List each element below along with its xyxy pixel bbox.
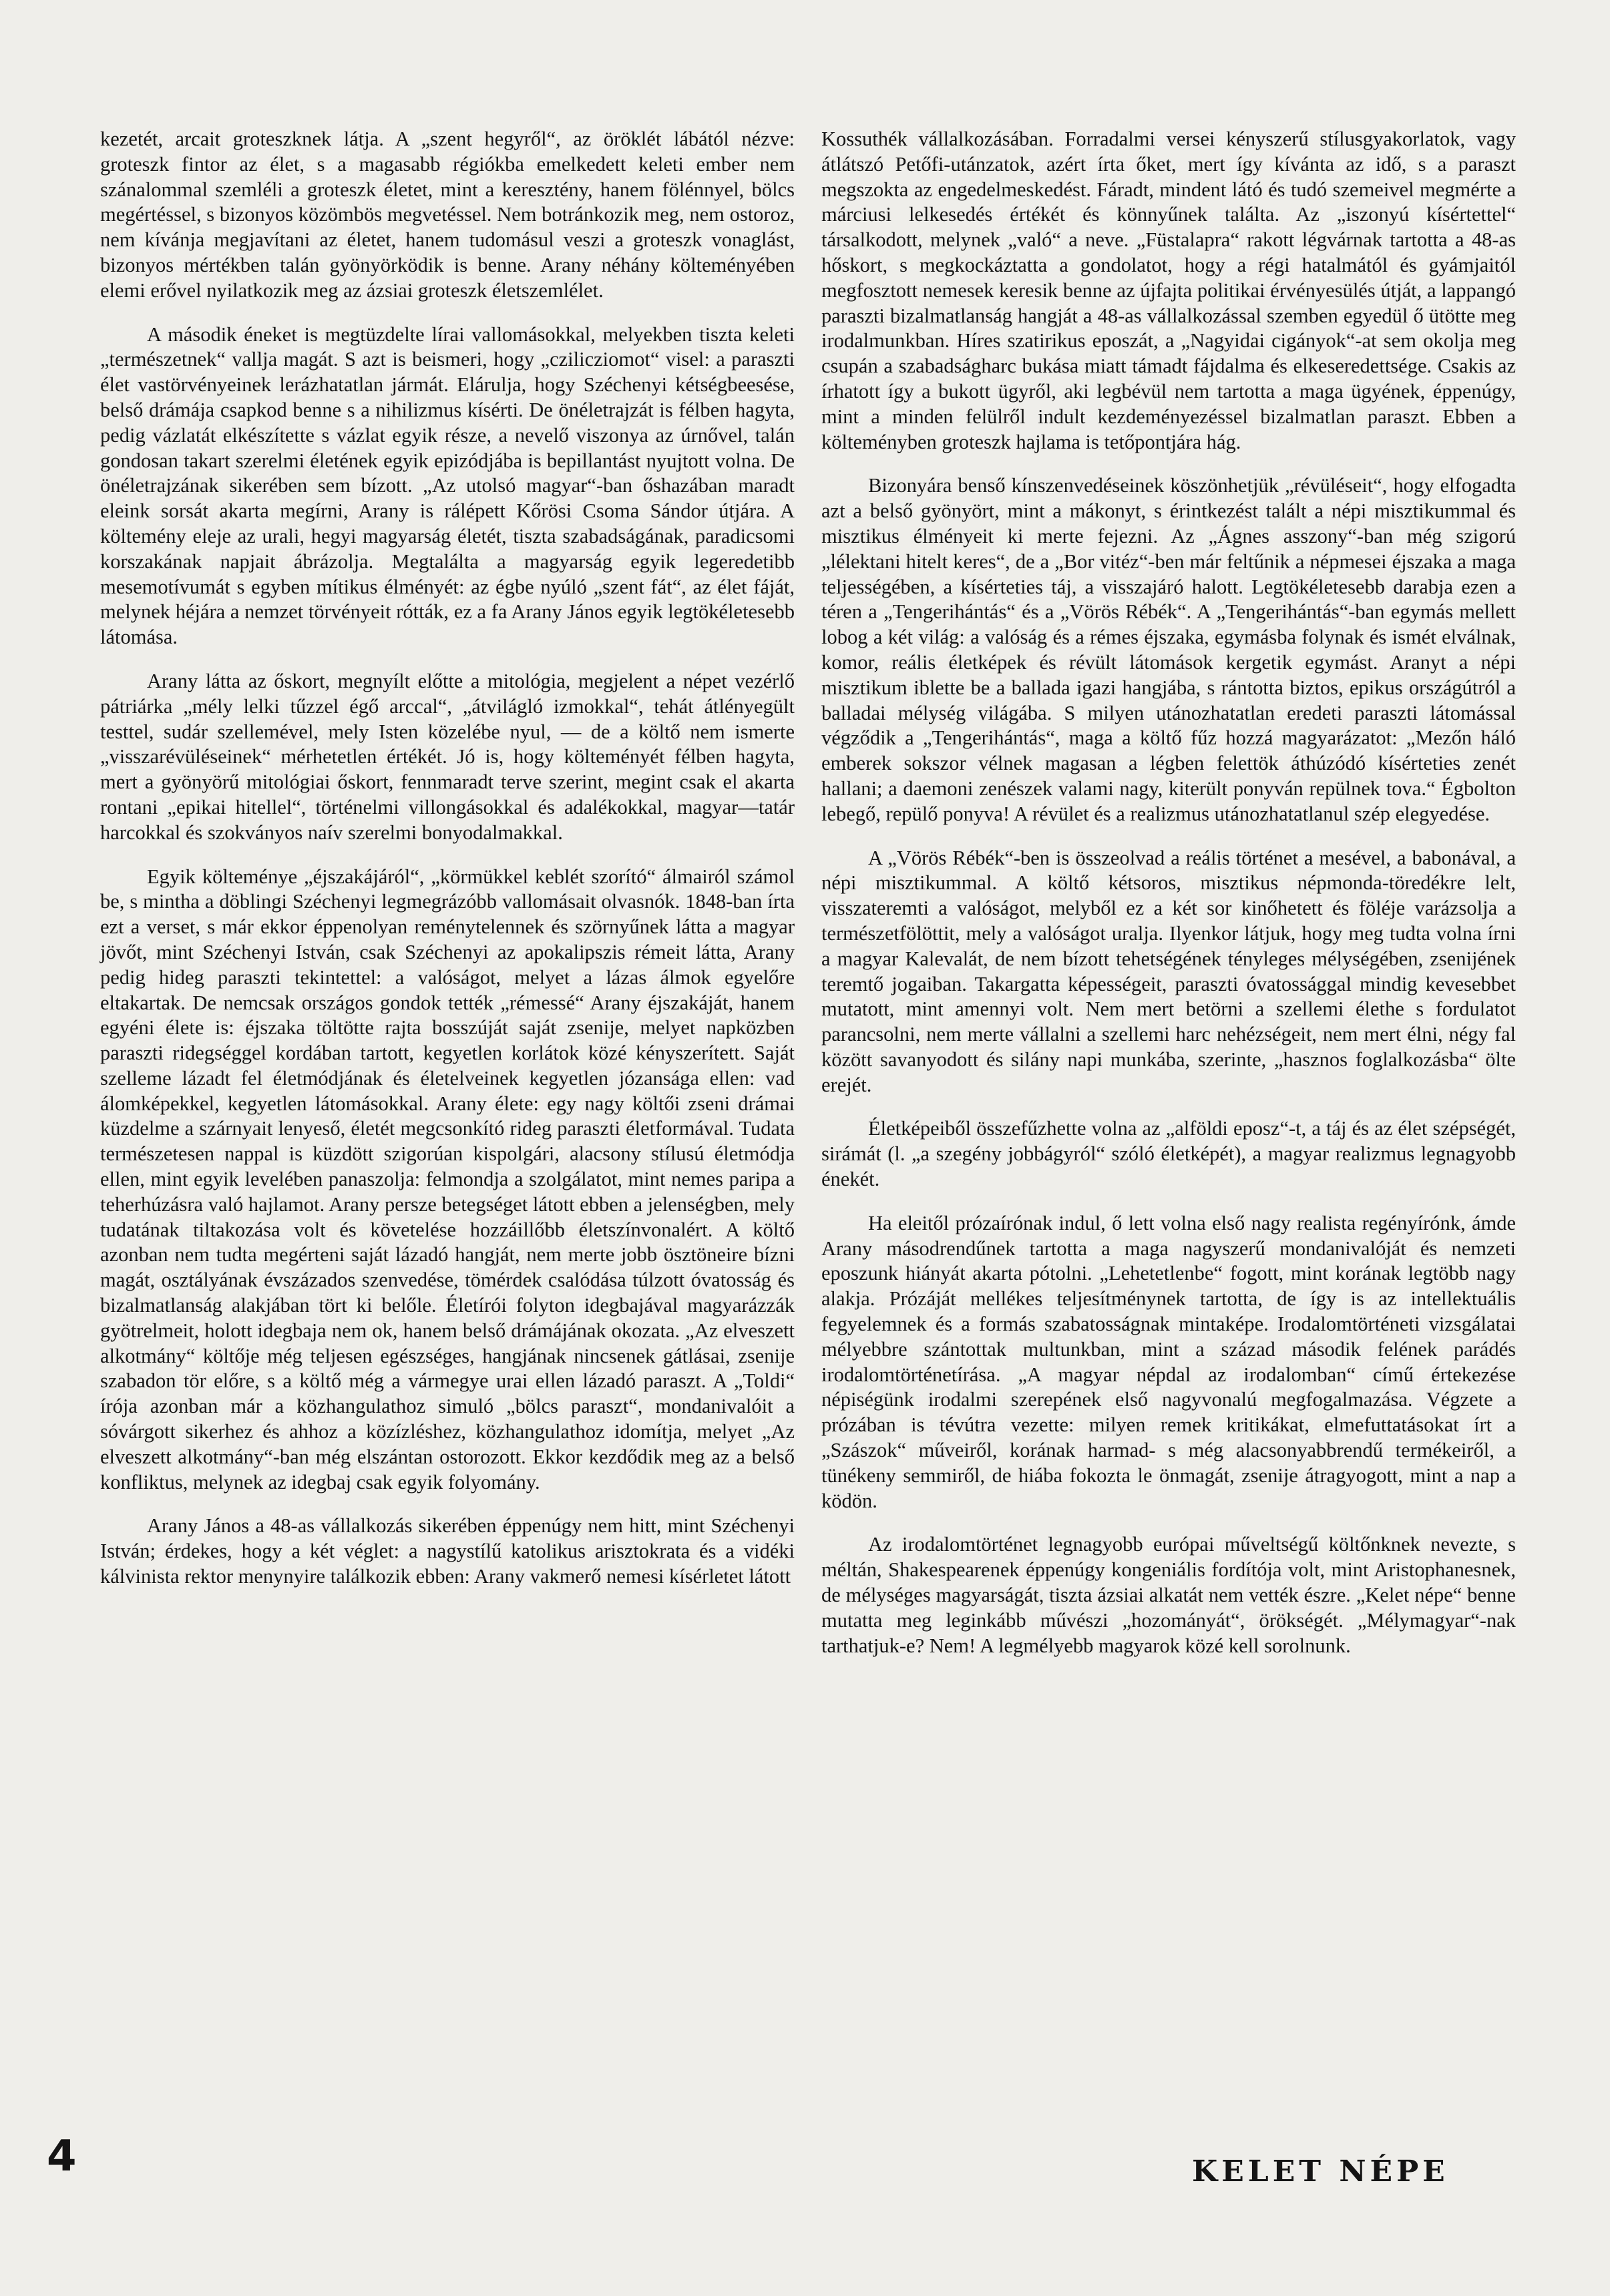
paragraph: Életképeiből összefűzhette volna az „alföldi eposz“-t, a táj és az élet szépségét, sirámát (l. „a szegény jobbágyról“ szóló életképét), a magyar realizmus legnagyobb énekét. [821, 1117, 1516, 1191]
left-text-column [100, 127, 795, 1608]
paragraph: Ha eleitől prózaírónak indul, ő lett volna első nagy realista regényírónk, ámde Arany másodrendűnek tartotta a maga nagyszerű mondanivalóját és nemzeti eposzunk hiányát akarta pótolni. „Lehetetlenbe“ fogott, mint korának legtöbb nagy alakja. Prózáját mellékes teljesítménynek tartotta, de így is az intellektuális fegyelemnek és a formás szabatosságnak mintaképe. Irodalomtörténeti vizsgálatai mélyebbre szántottak multunkban, mint a század második felének parádés irodalomtörténetírása. „A magyar népdal az irodalomban“ című értekezése népiségünk irodalmi szerepének első nagyvonalú megfogalmazása. Végzete a prózában is tévútra vezette: milyen remek kritikákat, elmefuttatásokat írt a „Szászok“ műveiről, korának harmad- s még alacsonyabbrendű termékeiről, a tünékeny semmiről, de hiába fokozta le önmagát, zsenije átragyogott, mint a nap a ködön. [821, 1211, 1516, 1512]
paragraph: Az irodalomtörténet legnagyobb európai műveltségű költőnknek nevezte, s méltán, Shakespearenek éppenúgy kongeniális fordítója volt, mint Aristophanesnek, de mélységes magyarságát, tiszta ázsiai alkatát nem vették észre. „Kelet népe“ benne mutatta meg leginkább művészi „hozományát“, örökségét. „Mélymagyar“-nak tarthatjuk-e? Nem! A legmélyebb magyarok közé kell sorolnunk. [821, 1533, 1516, 1657]
paragraph: A „Vörös Rébék“-ben is összeolvad a reális történet a mesével, a babonával, a népi misztikummal. A költő kétsoros, misztikus népmonda-töredékre lelt, visszateremti a valóságot, melyből ez a két sor kinőhetett és föléje varázsolja a természetfölöttit, mely a valóságot uralja. Ilyenkor látjuk, hogy meg tudta volna írni a magyar Kalevalát, de nem bízott tehetségének tényleges mélységében, zsenijének teremtő jogaiban. Takargatta képességeit, paraszti óvatossággal mindig kevesebbet mutatott, mint amennyi volt. Nem mert betörni a szellemi élethe s fordulatot parancsolni, nem merte vállalni a szellemi harc nehézségeit, nem mert élni, négy fal között savanyodott és silány napi munkába, szerinte, „hasznos foglalkozásba“ ölte erejét. [821, 846, 1516, 1096]
paragraph: A második éneket is megtüzdelte lírai vallomásokkal, melyekben tiszta keleti „természetnek“ vallja magát. S azt is beismeri, hogy „czilicziomot“ visel: a paraszti élet vastörvényeinek lerázhatatlan jármát. Elárulja, hogy Széchenyi kétségbeesése, belső drámája csapkod benne s a nihilizmus kísérti. De önéletrajzát is félben hagyta, pedig vázlatát elkészítette s vázlat egyik része, a nevelő viszonya az úrnővel, talán gondosan takart szerelmi életének egyik epizódjába is bepillantást nyujtott volna. De önéletrajzának sikerében sem bízott. „Az utolsó magyar“-ban őshazában maradt eleink sorsát akarta megírni, Arany is rálépett Kőrösi Csoma Sándor útjára. A költemény eleje az urali, hegyi magyarság életét, tiszta szabadságának, paradicsomi korszakának napjait ábrázolja. Megtalálta a magyarság egyik legeredetibb mesemotívumát s egyben mítikus élményét: az égbe nyúló „szent fát“, az élet fáját, melynek héjára a nemzet törvényeit rótták, ez a fa Arany János egyik legtökéletesebb látomása. [100, 322, 795, 649]
paragraph: Bizonyára benső kínszenvedéseinek köszönhetjük „révüléseit“, hogy elfogadta azt a belső gyönyört, mint a mákonyt, s érintkezést talált a népi misztikummal és misztikus élményeit ki merte fejezni. Az „Ágnes asszony“-ban még szigorú „lélektani hitelt keres“, de a „Bor vitéz“-ben már feltűnik a népmesei éjszaka a maga teljességében, a kísérteties táj, a visszajáró halott. Legtökéletesebb darabja ezen a téren a „Tengerihántás“ és a „Vörös Rébék“. A „Tengerihántás“-ban egymás mellett lobog a két világ: a valóság és a rémes éjszaka, egymásba folynak és ismét elválnak, komor, reális életképek és révült látomások kergetik egymást. Aranyt a népi misztikum iblette be a ballada igazi hangjába, s rántotta biztos, epikus országútról a balladai mélység világába. S milyen utánozhatatlan eredeti paraszti látomással végződik a „Tengerihántás“, maga a költő fűz hozzá magyarázatot: „Mezőn háló emberek sokszor vélnek magasan a légben felettök áthúzódó kísérteties zenét hallani; a daemoni zenészek valami nagy, kiterült ponyván repülnek tova.“ Égbolton lebegő, repülő ponyva! A révület és a realizmus utánozhatatlanul szép elegyedése. [821, 474, 1516, 825]
right-text-column [821, 127, 1516, 1677]
paragraph: Arany János a 48-as vállalkozás sikerében éppenúgy nem hitt, mint Széchenyi István; érdekes, hogy a két véglet: a nagystílű katolikus arisztokrata és a vidéki kálvinista rektor menynyire találkozik ebben: Arany vakmerő nemesi kísérletet látott [100, 1514, 795, 1588]
paragraph: Kossuthék vállalkozásában. Forradalmi versei kényszerű stílusgyakorlatok, vagy átlátszó Petőfi-utánzatok, azért írta őket, mert így kívánta az idő, s a paraszt megszokta az engedelmeskedést. Fáradt, mindent látó és tudó szemeivel megmérte a márciusi lelkesedés értékét és könnyűnek találta. Az „iszonyú kísértettel“ társalkodott, melynek „való“ a neve. „Füstalapra“ rakott légvárnak tartotta a 48-as hőskort, s megkockáztatta a gondolatot, hogy a régi hatalmától és gyámjaitól megfosztott nemesek keresik benne az újfajta politikai érvényesülés útját, a lappangó paraszti bizalmatlanság hangját a 48-as vállalkozással szemben egyedül ő ütötte meg irodalmunkban. Híres szatirikus eposzát, a „Nagyidai cigányok“-at sem okolja meg csupán a szabadságharc bukása miatt támadt fájdalma és elkeseredettsége. Csakis az írhatott így a bukott ügyről, aki legbévül nem tartotta a maga ügyének, éppenúgy, mint a minden felülről indult kezdeményezéssel bizalmatlan paraszt. Ebben a költeményben groteszk hajlama is tetőpontjára hág. [821, 128, 1516, 453]
page-number: 4 [47, 2132, 77, 2181]
paragraph: Arany látta az őskort, megnyílt előtte a mitológia, megjelent a népet vezérlő pátriárka „mély lelki tűzzel égő arccal“, „átvilágló izmokkal“, tehát átlényegült testtel, sudár szellemével, mely Isten közelébe nyul, — de a költő nem ismerte „visszarévüléseinek“ mérhetetlen értékét. Jó is, hogy költeményét félben hagyta, mert a gyönyörű mitológiai őskort, fennmaradt terve szerint, megint csak el akarta rontani „epikai hitellel“, történelmi villongásokkal és adalékokkal, magyar—tatár harcokkal és szokványos naív szerelmi bonyodalmakkal. [100, 669, 795, 844]
paragraph: Egyik költeménye „éjszakájáról“, „körmükkel keblét szorító“ álmairól számol be, s mintha a döblingi Széchenyi legmegrázóbb vallomásait olvasnók. 1848-ban írta ezt a verset, s már ekkor éppenolyan reménytelennek és szörnyűnek látta a magyar jövőt, mint Széchenyi István, csak Széchenyi az apokalipszis rémeit látta, Arany pedig hideg paraszti tekintettel: a valóságot, melyet a lázas álmok egyelőre eltakartak. De nemcsak országos gondok tették „rémessé“ Arany éjszakáját, hanem egyéni élete is: éjszaka töltötte rajta bosszúját saját zsenije, melyet napközben paraszti ridegséggel kordában tartott, kegyetlen korlátok közé kényszerített. Saját szelleme lázadt fel életmódjának és életelveinek kegyetlen józansága ellen: vad álomképekkel, kegyetlen látomásokkal. Arany élete: egy nagy költői zseni drámai küzdelme a szárnyait lenyeső, életét megcsonkító rideg paraszti életformával. Tudata természetesen nappal is küzdött szigorúan kispolgári, alacsony stílusú életmódja ellen, mint egyik levelében panaszolja: felmondja a szolgálatot, mint nemes paripa a teherhúzásra való hajlamot. Arany persze betegséget látott ebben a jelenségben, mely tudatának tiltakozása volt és követelése hozzáillőbb életszínvonalért. A költő azonban nem tudta megérteni saját lázadó hangját, nem merte jobb ösztöneire bízni magát, osztályának évszázados szenvedése, tömérdek csalódása túlzott óvatosság és bizalmatlanság alakjában tört ki belőle. Életírói folyton idegbajával magyarázzák gyötrelmeit, holott idegbaja nem ok, hanem belső drámájának okozata. „Az elveszett alkotmány“ költője még teljesen egészséges, hangjának nincsenek gátlásai, zsenije szabadon tör előre, s a költő még a vármegye urai ellen lázadó paraszt. A „Toldi“ írója azonban már a közhangulathoz simuló „bölcs paraszt“, mondanivalóit a sóvárgott sikerhez és ahhoz a közízléshez, közhangulathoz idomítja, melyet „Az elveszett alkotmány“-ban még elszántan ostorozott. Ekkor kezdődik meg az a belső konfliktus, melynek az idegbaj csak egyik folyomány. [100, 865, 795, 1494]
masthead-title: KELET NÉPE [1192, 2154, 1449, 2189]
paragraph: kezetét, arcait groteszknek látja. A „szent hegyről“, az öröklét lábától nézve: groteszk fintor az élet, s a magasabb régiókba emelkedett keleti ember nem szánalommal szemléli a groteszk életet, mint a keresztény, hanem fölénnyel, bölcs megértéssel, s bizonyos közömbös megvetéssel. Nem botránkozik meg, nem ostoroz, nem kívánja megjavítani az életet, hanem tudomásul veszi a groteszk vonaglást, bizonyos mértékben talán gyönyörködik is benne. Arany néhány költeményében elemi erővel nyilatkozik meg az ázsiai groteszk életszemlélet. [100, 128, 795, 302]
